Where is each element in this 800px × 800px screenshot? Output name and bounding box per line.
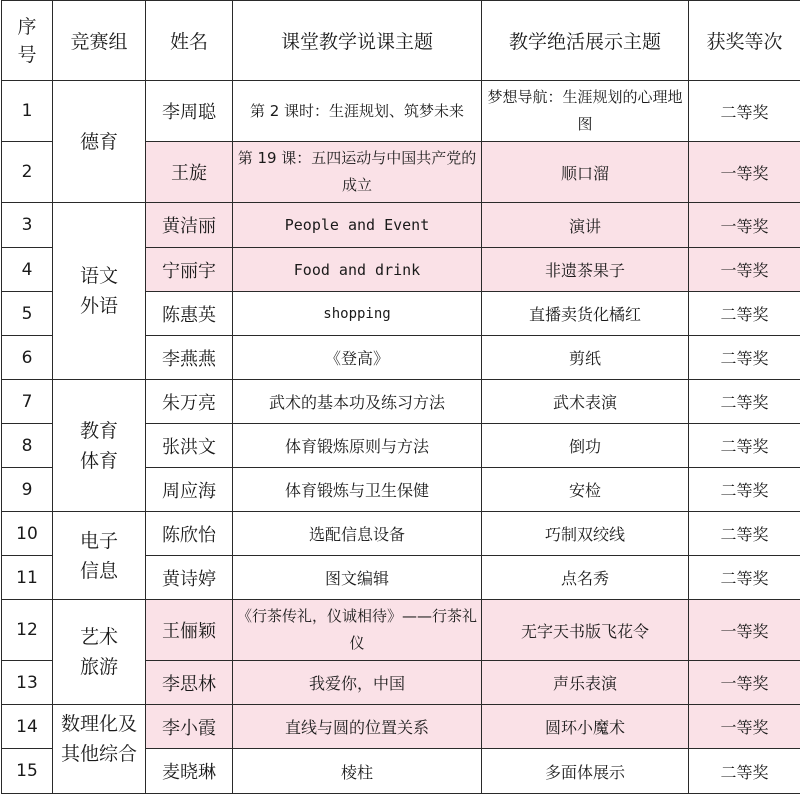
row-number: 8 bbox=[2, 424, 53, 468]
row-number: 4 bbox=[2, 248, 53, 292]
header-row bbox=[2, 1, 800, 81]
header-award: 获奖等次 bbox=[689, 1, 800, 81]
table-row bbox=[2, 600, 800, 661]
table-row bbox=[2, 380, 800, 424]
group-cell: 电子信息 bbox=[53, 512, 146, 600]
name-cell: 麦晓琳 bbox=[146, 749, 233, 794]
row-number: 9 bbox=[2, 468, 53, 512]
skill-cell: 点名秀 bbox=[482, 556, 689, 600]
skill-cell: 倒功 bbox=[482, 424, 689, 468]
lecture-cell: 体育锻炼与卫生保健 bbox=[233, 468, 482, 512]
name-cell: 李周聪 bbox=[146, 81, 233, 142]
row-number: 3 bbox=[2, 203, 53, 248]
group-cell: 教育体育 bbox=[53, 380, 146, 512]
lecture-cell: 我爱你，中国 bbox=[233, 661, 482, 705]
name-cell: 黄洁丽 bbox=[146, 203, 233, 248]
lecture-cell: 选配信息设备 bbox=[233, 512, 482, 556]
lecture-cell: 体育锻炼原则与方法 bbox=[233, 424, 482, 468]
award-cell: 二等奖 bbox=[689, 468, 800, 512]
lecture-cell: 《登高》 bbox=[233, 336, 482, 380]
award-cell: 一等奖 bbox=[689, 600, 800, 661]
name-cell: 王旋 bbox=[146, 142, 233, 203]
award-cell: 二等奖 bbox=[689, 292, 800, 336]
name-cell: 李思林 bbox=[146, 661, 233, 705]
table-row bbox=[2, 81, 800, 142]
award-cell: 一等奖 bbox=[689, 248, 800, 292]
skill-cell: 梦想导航：生涯规划的心理地图 bbox=[482, 81, 689, 142]
award-cell: 二等奖 bbox=[689, 512, 800, 556]
name-cell: 周应海 bbox=[146, 468, 233, 512]
row-number: 5 bbox=[2, 292, 53, 336]
skill-cell: 直播卖货化橘红 bbox=[482, 292, 689, 336]
group-cell: 语文外语 bbox=[53, 203, 146, 380]
name-cell: 宁丽宇 bbox=[146, 248, 233, 292]
group-cell: 艺术旅游 bbox=[53, 600, 146, 705]
award-cell: 二等奖 bbox=[689, 749, 800, 794]
lecture-cell: Food and drink bbox=[233, 248, 482, 292]
skill-cell: 剪纸 bbox=[482, 336, 689, 380]
row-number: 2 bbox=[2, 142, 53, 203]
table-row bbox=[2, 512, 800, 556]
row-number: 1 bbox=[2, 81, 53, 142]
name-cell: 朱万亮 bbox=[146, 380, 233, 424]
award-cell: 二等奖 bbox=[689, 556, 800, 600]
award-cell: 二等奖 bbox=[689, 380, 800, 424]
row-number: 12 bbox=[2, 600, 53, 661]
lecture-cell: 棱柱 bbox=[233, 749, 482, 794]
name-cell: 陈欣怡 bbox=[146, 512, 233, 556]
award-cell: 二等奖 bbox=[689, 81, 800, 142]
skill-cell: 无字天书版飞花令 bbox=[482, 600, 689, 661]
name-cell: 李燕燕 bbox=[146, 336, 233, 380]
lecture-cell: 武术的基本功及练习方法 bbox=[233, 380, 482, 424]
name-cell: 王俪颖 bbox=[146, 600, 233, 661]
skill-cell: 圆环小魔术 bbox=[482, 705, 689, 749]
skill-cell: 武术表演 bbox=[482, 380, 689, 424]
name-cell: 陈惠英 bbox=[146, 292, 233, 336]
header-skill-topic: 教学绝活展示主题 bbox=[482, 1, 689, 81]
header-seq: 序号 bbox=[2, 1, 53, 81]
skill-cell: 多面体展示 bbox=[482, 749, 689, 794]
award-cell: 一等奖 bbox=[689, 142, 800, 203]
row-number: 7 bbox=[2, 380, 53, 424]
row-number: 13 bbox=[2, 661, 53, 705]
lecture-cell: 图文编辑 bbox=[233, 556, 482, 600]
table-row bbox=[2, 203, 800, 248]
lecture-cell: shopping bbox=[233, 292, 482, 336]
skill-cell: 非遗茶果子 bbox=[482, 248, 689, 292]
lecture-cell: 第 2 课时：生涯规划、筑梦未来 bbox=[233, 81, 482, 142]
skill-cell: 演讲 bbox=[482, 203, 689, 248]
name-cell: 李小霞 bbox=[146, 705, 233, 749]
skill-cell: 声乐表演 bbox=[482, 661, 689, 705]
award-cell: 二等奖 bbox=[689, 336, 800, 380]
skill-cell: 安检 bbox=[482, 468, 689, 512]
award-table bbox=[1, 0, 800, 794]
skill-cell: 顺口溜 bbox=[482, 142, 689, 203]
header-name: 姓名 bbox=[146, 1, 233, 81]
lecture-cell: 第 19 课：五四运动与中国共产党的成立 bbox=[233, 142, 482, 203]
table-row bbox=[2, 705, 800, 749]
group-cell: 数理化及其他综合 bbox=[53, 705, 146, 794]
award-cell: 一等奖 bbox=[689, 705, 800, 749]
header-lecture-topic: 课堂教学说课主题 bbox=[233, 1, 482, 81]
award-cell: 一等奖 bbox=[689, 203, 800, 248]
row-number: 10 bbox=[2, 512, 53, 556]
lecture-cell: 《行茶传礼，仪诚相待》——行茶礼仪 bbox=[233, 600, 482, 661]
name-cell: 黄诗婷 bbox=[146, 556, 233, 600]
row-number: 11 bbox=[2, 556, 53, 600]
lecture-cell: People and Event bbox=[233, 203, 482, 248]
name-cell: 张洪文 bbox=[146, 424, 233, 468]
header-group: 竞赛组 bbox=[53, 1, 146, 81]
award-cell: 二等奖 bbox=[689, 424, 800, 468]
row-number: 15 bbox=[2, 749, 53, 794]
row-number: 14 bbox=[2, 705, 53, 749]
row-number: 6 bbox=[2, 336, 53, 380]
award-cell: 一等奖 bbox=[689, 661, 800, 705]
group-cell: 德育 bbox=[53, 81, 146, 203]
skill-cell: 巧制双绞线 bbox=[482, 512, 689, 556]
lecture-cell: 直线与圆的位置关系 bbox=[233, 705, 482, 749]
